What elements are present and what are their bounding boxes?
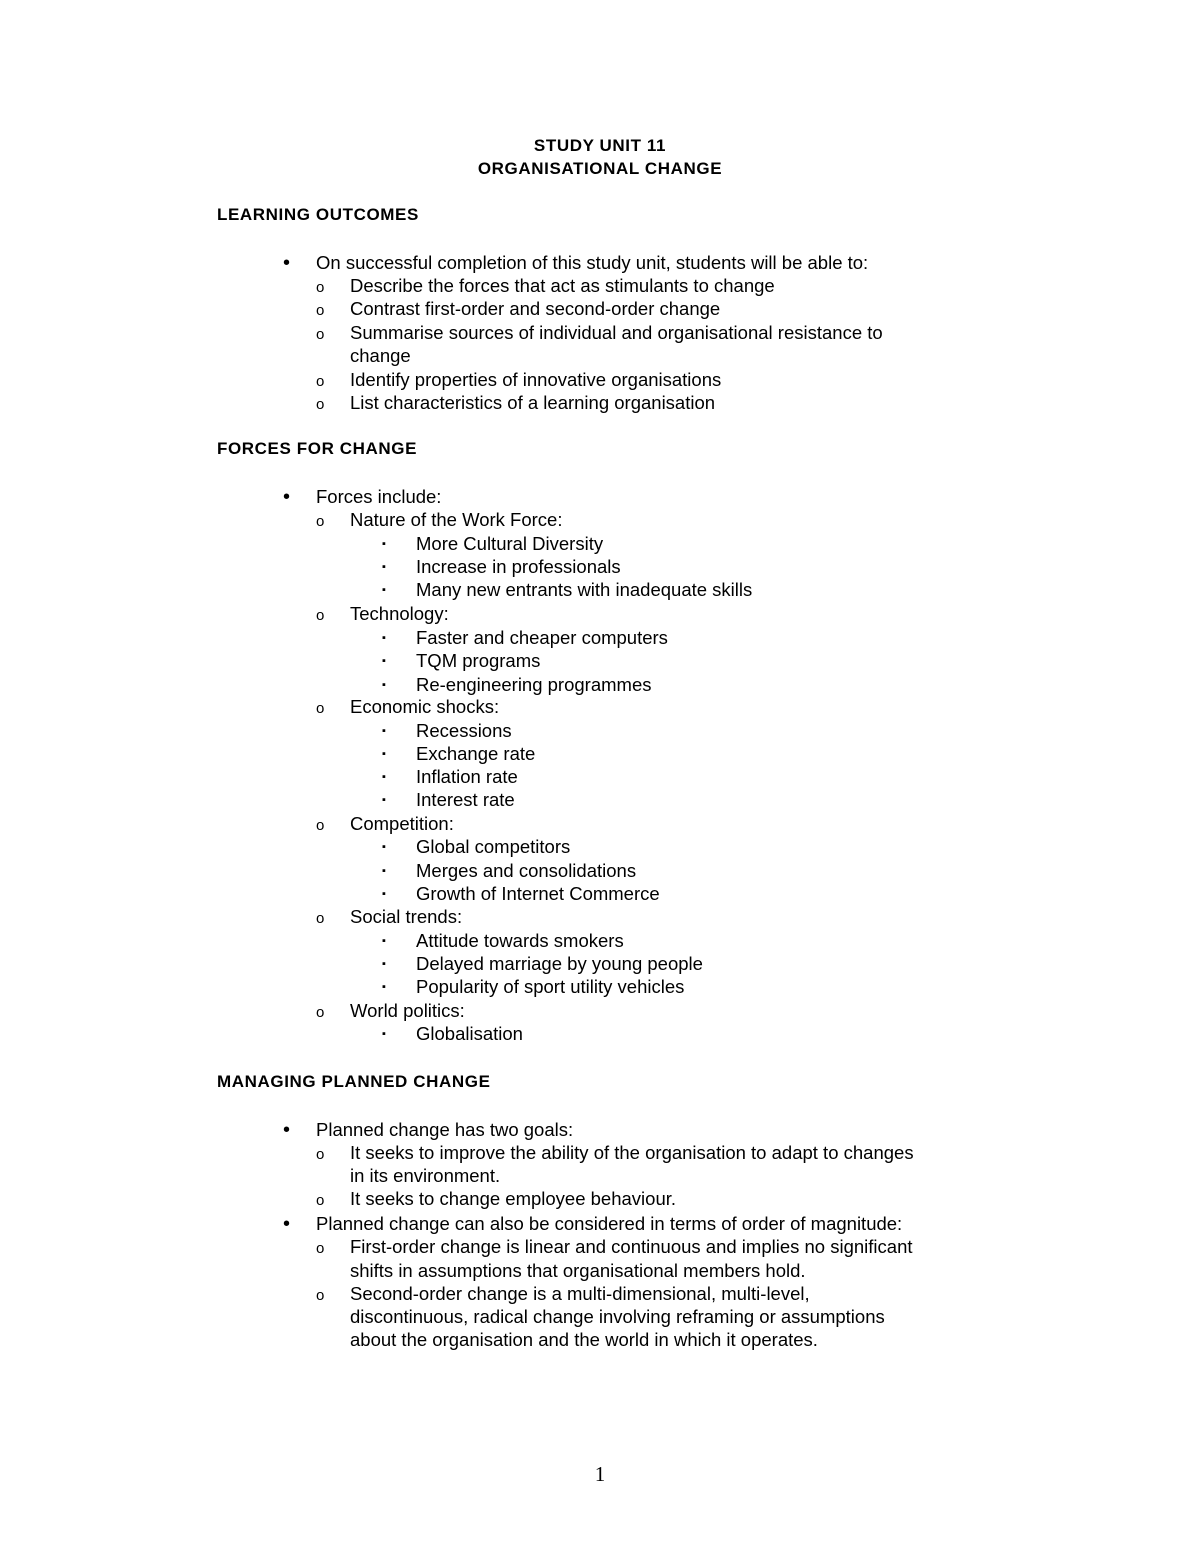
circle-marker: o	[316, 817, 325, 834]
force-item: Growth of Internet Commerce	[416, 883, 660, 904]
force-group-label: World politics:	[350, 1000, 465, 1021]
force-item: Recessions	[416, 720, 512, 741]
bullet-marker: •	[283, 1213, 291, 1235]
force-item: Attitude towards smokers	[416, 930, 624, 951]
circle-marker: o	[316, 700, 325, 717]
force-item: Faster and cheaper computers	[416, 627, 668, 648]
outcome-item: Identify properties of innovative organisations	[350, 369, 722, 390]
circle-marker: o	[316, 279, 325, 296]
circle-marker: o	[316, 513, 325, 530]
forces-intro: Forces include:	[316, 486, 442, 507]
force-item: Exchange rate	[416, 743, 536, 764]
order-of-change-continuation: about the organisation and the world in which it operates.	[350, 1329, 818, 1350]
page-number: 1	[594, 1462, 606, 1486]
force-item: Delayed marriage by young people	[416, 953, 703, 974]
planned-change-bullet: Planned change can also be considered in terms of order of magnitude:	[316, 1213, 903, 1234]
planned-change-goal: It seeks to change employee behaviour.	[350, 1188, 677, 1209]
bullet-marker: •	[283, 1119, 291, 1141]
force-item: Global competitors	[416, 836, 571, 857]
outcome-item: List characteristics of a learning organisation	[350, 392, 716, 413]
force-group-label: Technology:	[350, 603, 449, 624]
document-subtitle: ORGANISATIONAL CHANGE	[477, 159, 723, 178]
circle-marker: o	[316, 1146, 325, 1163]
outcome-item: Contrast first-order and second-order change	[350, 298, 721, 319]
section-heading-managing-planned-change: MANAGING PLANNED CHANGE	[217, 1072, 491, 1091]
bullet-marker: •	[283, 252, 291, 274]
force-item: TQM programs	[416, 650, 541, 671]
square-marker: ▪	[382, 981, 386, 993]
square-marker: ▪	[382, 841, 386, 853]
square-marker: ▪	[382, 958, 386, 970]
square-marker: ▪	[382, 725, 386, 737]
outcome-item: Summarise sources of individual and organisational resistance to	[350, 322, 883, 343]
force-item: Many new entrants with inadequate skills	[416, 579, 753, 600]
force-item: Re-engineering programmes	[416, 674, 652, 695]
force-group-label: Competition:	[350, 813, 454, 834]
force-item: Merges and consolidations	[416, 860, 637, 881]
force-group-label: Social trends:	[350, 906, 463, 927]
square-marker: ▪	[382, 1028, 386, 1040]
circle-marker: o	[316, 326, 325, 343]
square-marker: ▪	[382, 794, 386, 806]
square-marker: ▪	[382, 679, 386, 691]
force-item: Globalisation	[416, 1023, 523, 1044]
circle-marker: o	[316, 1240, 325, 1257]
force-item: Inflation rate	[416, 766, 518, 787]
planned-change-goal: It seeks to improve the ability of the organisation to adapt to changes	[350, 1142, 914, 1163]
document-title: STUDY UNIT 11	[533, 136, 667, 155]
planned-change-goal-continuation: in its environment.	[350, 1165, 501, 1186]
outcome-item: Describe the forces that act as stimulants to change	[350, 275, 775, 296]
section-heading-forces-for-change: FORCES FOR CHANGE	[217, 439, 418, 458]
planned-change-bullet: Planned change has two goals:	[316, 1119, 574, 1140]
square-marker: ▪	[382, 632, 386, 644]
circle-marker: o	[316, 302, 325, 319]
order-of-change-continuation: shifts in assumptions that organisational members hold.	[350, 1260, 806, 1281]
square-marker: ▪	[382, 865, 386, 877]
square-marker: ▪	[382, 935, 386, 947]
circle-marker: o	[316, 1004, 325, 1021]
force-group-label: Nature of the Work Force:	[350, 509, 563, 530]
square-marker: ▪	[382, 655, 386, 667]
force-group-label: Economic shocks:	[350, 696, 500, 717]
circle-marker: o	[316, 1192, 325, 1209]
order-of-change-item: First-order change is linear and continuous and implies no significant	[350, 1236, 913, 1257]
force-item: Popularity of sport utility vehicles	[416, 976, 685, 997]
section-heading-learning-outcomes: LEARNING OUTCOMES	[217, 205, 419, 224]
force-item: Increase in professionals	[416, 556, 621, 577]
circle-marker: o	[316, 373, 325, 390]
circle-marker: o	[316, 1287, 325, 1304]
square-marker: ▪	[382, 584, 386, 596]
circle-marker: o	[316, 396, 325, 413]
square-marker: ▪	[382, 538, 386, 550]
square-marker: ▪	[382, 771, 386, 783]
order-of-change-continuation: discontinuous, radical change involving reframing or assumptions	[350, 1306, 885, 1327]
square-marker: ▪	[382, 748, 386, 760]
circle-marker: o	[316, 910, 325, 927]
force-item: More Cultural Diversity	[416, 533, 604, 554]
circle-marker: o	[316, 607, 325, 624]
order-of-change-item: Second-order change is a multi-dimensional, multi-level,	[350, 1283, 810, 1304]
force-item: Interest rate	[416, 789, 515, 810]
outcome-item-continuation: change	[350, 345, 411, 366]
square-marker: ▪	[382, 561, 386, 573]
bullet-marker: •	[283, 486, 291, 508]
learning-outcomes-intro: On successful completion of this study unit, students will be able to:	[316, 252, 869, 273]
square-marker: ▪	[382, 888, 386, 900]
